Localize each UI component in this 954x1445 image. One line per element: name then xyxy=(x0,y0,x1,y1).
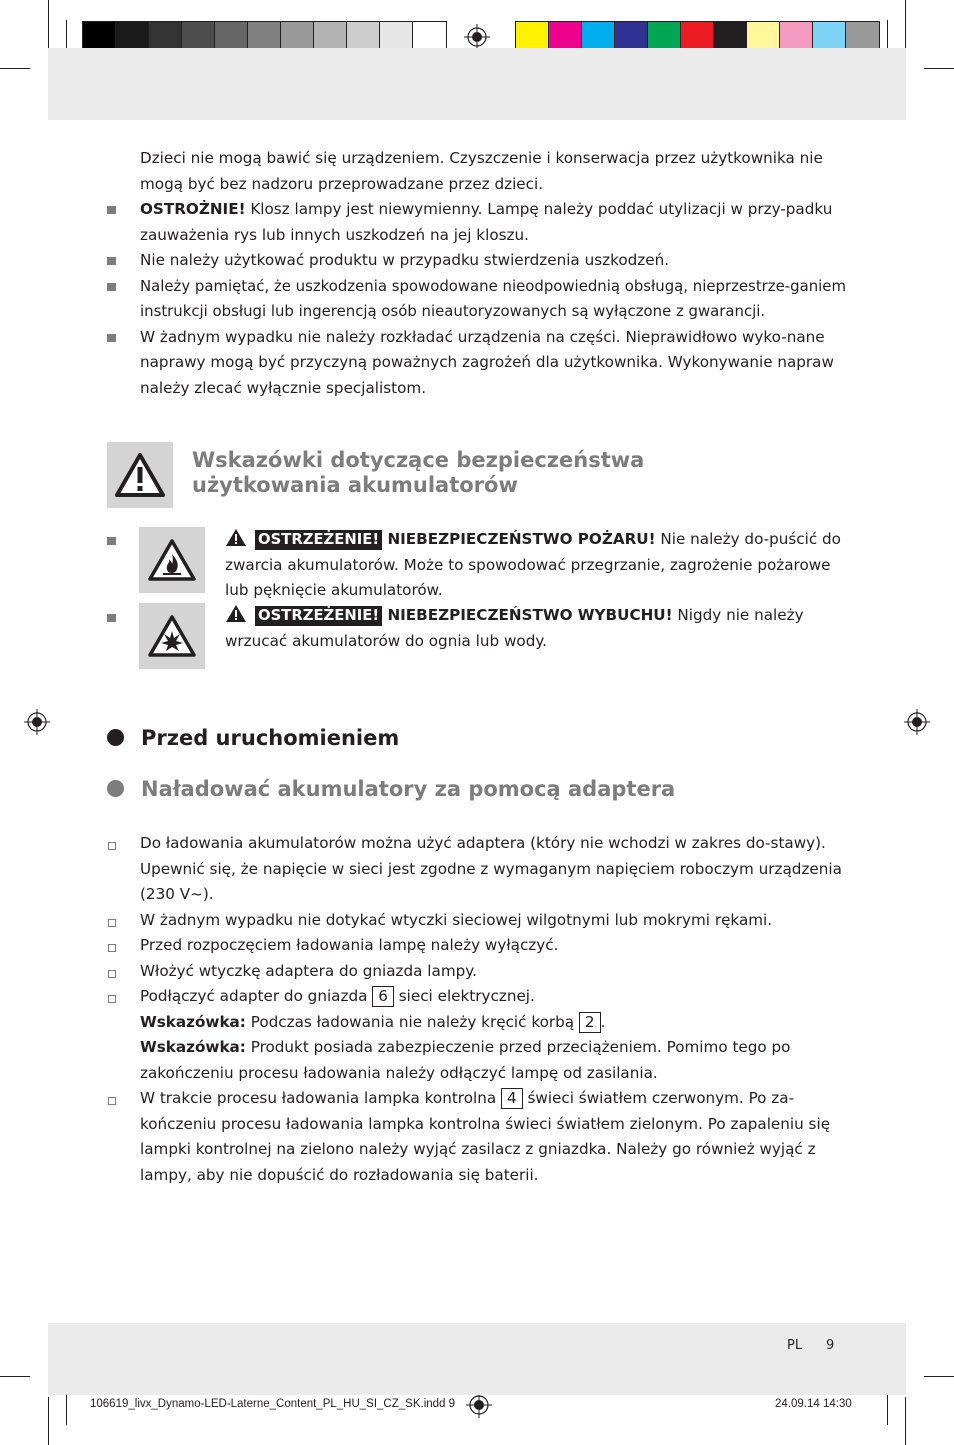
square-bullet-icon xyxy=(107,283,116,291)
warning-triangle-icon xyxy=(225,604,247,623)
reference-number: 2 xyxy=(579,1012,601,1033)
crop-mark xyxy=(924,68,954,69)
explosion-hazard-icon xyxy=(147,614,197,658)
section-title: Wskazówki dotyczące bezpieczeństwa użytkowania akumulatorów xyxy=(192,448,645,497)
list-item: OSTROŻNIE! Klosz lampy jest niewymienny. Lampę należy poddać utylizacji w przy-padku zauważenia rys lub innych uszkodzeń na jej kloszu. xyxy=(107,197,847,248)
registration-mark-icon xyxy=(464,24,490,50)
crop-mark xyxy=(0,1376,30,1377)
checkbox-bullet-icon xyxy=(108,842,116,850)
slug-filename: 106619_livx_Dynamo-LED-Laterne_Content_PL_HU_SI_CZ_SK.indd 9 xyxy=(90,1398,456,1410)
square-bullet-icon xyxy=(107,537,116,545)
square-bullet-icon xyxy=(107,257,116,265)
header-band xyxy=(48,48,906,120)
crop-mark xyxy=(905,1397,906,1445)
crop-mark xyxy=(905,0,906,48)
crop-mark xyxy=(48,1397,49,1445)
note: Wskazówka: Produkt posiada zabezpieczenie przed przeciążeniem. Pomimo tego po zakończeniu procesu ładowania należy odłączyć lampę od zasilania. xyxy=(140,1038,791,1082)
intro-paragraph: Dzieci nie mogą bawić się urządzeniem. Czyszczenie i konserwacja przez użytkownika nie mogą być bez nadzoru przeprowadzane przez dzieci. xyxy=(140,149,823,193)
warning-triangle-icon xyxy=(225,528,247,547)
fire-hazard-box xyxy=(139,527,205,593)
list-item: W żadnym wypadku nie należy rozkładać urządzenia na części. Nieprawidłowo wyko-nane naprawy mogą być przyczyną poważnych zagrożeń dla użytkownika. Wykonywanie napraw należy zlecać wyłącznie specjalistom. xyxy=(107,325,847,402)
list-item: Do ładowania akumulatorów można użyć adaptera (który nie wchodzi w zakres do-stawy). Upewnić się, że napięcie w sieci jest zgodne z wymaganym napięciem roboczym urządzenia (230 V~). xyxy=(107,831,847,908)
explosion-warning-text: OSTRZEŻENIE! NIEBEZPIECZEŃSTWO WYBUCHU! Nigdy nie należy wrzucać akumulatorów do ognia lub wody. xyxy=(225,606,804,650)
warning-triangle-icon xyxy=(114,452,166,498)
heading-bullet-icon xyxy=(107,729,124,746)
square-bullet-icon xyxy=(107,206,116,214)
warning-label: OSTRZEŻENIE! xyxy=(255,606,382,626)
checkbox-bullet-icon xyxy=(108,995,116,1003)
reference-number: 4 xyxy=(501,1088,523,1109)
list-item: Podłączyć adapter do gniazda 6 sieci elektrycznej. Wskazówka: Podczas ładowania nie należy kręcić korbą 2 . Wskazówka: Produkt posiada zabezpieczenie przed przeciążeniem. Pomimo tego po zakończeniu procesu ładowania należy odłączyć lampę od zasilania. xyxy=(107,984,847,1086)
checkbox-bullet-icon xyxy=(108,919,116,927)
list-item: Przed rozpoczęciem ładowania lampę należy wyłączyć. xyxy=(107,933,847,959)
checkbox-bullet-icon xyxy=(108,944,116,952)
warning-label: OSTRZEŻENIE! xyxy=(255,530,382,550)
heading-before-use: Przed uruchomieniem xyxy=(107,726,399,750)
crop-mark xyxy=(887,20,888,50)
list-item: Nie należy użytkować produktu w przypadku stwierdzenia uszkodzeń. xyxy=(107,248,847,274)
page-number: 9 xyxy=(826,1338,835,1353)
checkbox-bullet-icon xyxy=(108,970,116,978)
crop-mark xyxy=(924,1376,954,1377)
slug-date: 24.09.14 14:30 xyxy=(775,1398,852,1410)
footer-band xyxy=(48,1323,906,1395)
heading-bullet-icon xyxy=(107,780,124,797)
warning-box xyxy=(107,442,173,508)
footer-language: PL xyxy=(787,1338,803,1353)
checkbox-bullet-icon xyxy=(108,1097,116,1105)
explosion-hazard-box xyxy=(139,603,205,669)
list-item: Należy pamiętać, że uszkodzenia spowodowane nieodpowiednią obsługą, nieprzestrze-ganiem instrukcji obsługi lub ingerencją osób nieautoryzowanych są wyłączone z gwarancji. xyxy=(107,274,847,325)
fire-hazard-icon xyxy=(147,538,197,582)
crop-mark xyxy=(66,20,67,50)
heading-charge-batteries: Naładować akumulatory za pomocą adaptera xyxy=(107,777,675,801)
list-item: Włożyć wtyczkę adaptera do gniazda lampy. xyxy=(107,959,847,985)
square-bullet-icon xyxy=(107,614,116,622)
square-bullet-icon xyxy=(107,334,116,342)
intro-section xyxy=(107,146,847,401)
registration-mark-icon xyxy=(24,709,50,735)
crop-mark xyxy=(48,0,49,48)
crop-mark xyxy=(0,68,30,69)
fire-warning-text: OSTRZEŻENIE! NIEBEZPIECZEŃSTWO POŻARU! Nie należy do-puścić do zwarcia akumulatorów. Może to spowodować przegrzanie, zagrożenie pożarowe lub pęknięcie akumulatorów. xyxy=(225,530,841,599)
charging-section xyxy=(107,831,847,1188)
registration-mark-icon xyxy=(466,1392,492,1418)
reference-number: 6 xyxy=(372,986,394,1007)
list-item: W trakcie procesu ładowania lampka kontrolna 4 świeci światłem czerwonym. Po za-kończeniu procesu ładowania lampka kontrolna świeci światłem zielonym. Po zapaleniu się lampki kontrolnej na zielono należy wyjąć zasilacz z gniazdka. Należy go również wyjąć z lampy, aby nie dopuścić do rozładowania się baterii. xyxy=(107,1086,847,1188)
registration-mark-icon xyxy=(904,709,930,735)
crop-mark xyxy=(66,1395,67,1425)
note: Wskazówka: Podczas ładowania nie należy kręcić korbą 2 . xyxy=(140,1012,606,1031)
list-item: W żadnym wypadku nie dotykać wtyczki sieciowej wilgotnymi lub mokrymi rękami. xyxy=(107,908,847,934)
crop-mark xyxy=(887,1395,888,1425)
